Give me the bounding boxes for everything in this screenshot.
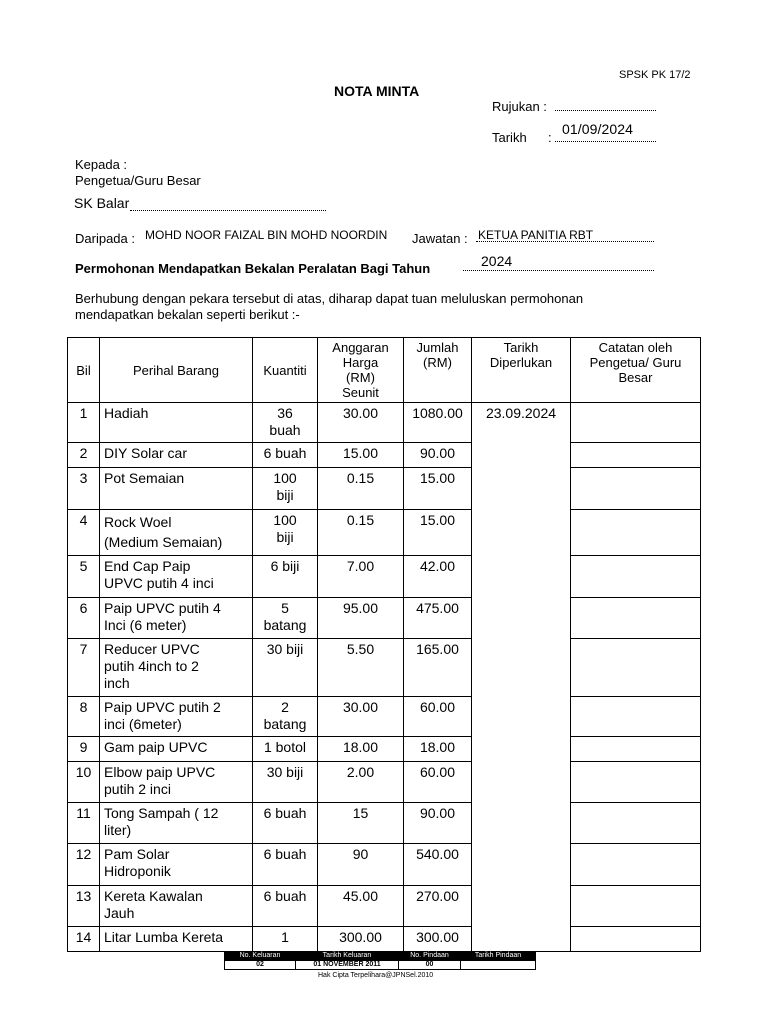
row-bil: 9 [68, 737, 100, 762]
rujukan-label: Rujukan : [492, 99, 547, 114]
recipient-role: Pengetua/Guru Besar [75, 173, 201, 188]
row-item: Paip UPVC putih 2 inci (6meter) [100, 697, 253, 737]
row-unit-price: 2.00 [318, 762, 404, 803]
row-total: 475.00 [404, 598, 472, 639]
row-bil: 14 [68, 927, 100, 952]
row-item: DIY Solar car [100, 443, 253, 468]
row-item: Rock Woel (Medium Semaian) [100, 510, 253, 556]
jawatan-label: Jawatan : [412, 231, 468, 246]
row-total: 15.00 [404, 468, 472, 510]
row-unit-price: 45.00 [318, 886, 404, 927]
row-unit-price: 0.15 [318, 510, 404, 556]
copyright-notice: Hak Cipta Terpelihara@JPNSel.2010 [318, 972, 434, 979]
row-unit-price: 30.00 [318, 697, 404, 737]
header-tarikh: Tarikh Diperlukan [472, 338, 571, 403]
table-row [68, 844, 701, 886]
table-row [68, 697, 701, 737]
daripada-label: Daripada : [75, 231, 135, 246]
row-qty: 100 biji [253, 468, 318, 510]
table-row [68, 737, 701, 762]
row-unit-price: 30.00 [318, 403, 404, 443]
row-catatan[interactable] [571, 510, 701, 556]
row-item: Pam Solar Hidroponik [100, 844, 253, 886]
intro-line-2: mendapatkan bekalan seperti berikut :- [75, 307, 300, 322]
row-unit-price: 15 [318, 803, 404, 844]
row-bil: 5 [68, 556, 100, 598]
row-catatan[interactable] [571, 803, 701, 844]
row-catatan[interactable] [571, 927, 701, 952]
row-unit-price: 15.00 [318, 443, 404, 468]
row-item: End Cap Paip UPVC putih 4 inci [100, 556, 253, 598]
row-bil: 13 [68, 886, 100, 927]
tarikh-diperlukan-cell[interactable]: 23.09.2024 [472, 403, 571, 952]
footer-no-pindaan: 00 [399, 961, 461, 970]
row-catatan[interactable] [571, 844, 701, 886]
school-name[interactable]: SK Balar [74, 195, 130, 211]
row-unit-price: 7.00 [318, 556, 404, 598]
row-catatan[interactable] [571, 403, 701, 443]
row-item: Tong Sampah ( 12 liter) [100, 803, 253, 844]
row-qty: 1 [253, 927, 318, 952]
jawatan-value[interactable]: KETUA PANITIA RBT [478, 228, 594, 242]
row-total: 1080.00 [404, 403, 472, 443]
header-anggaran: Anggaran Harga (RM) Seunit [318, 338, 404, 403]
row-item: Gam paip UPVC [100, 737, 253, 762]
tarikh-value[interactable]: 01/09/2024 [562, 121, 634, 137]
tarikh-field-line [555, 141, 656, 142]
row-qty: 36 buah [253, 403, 318, 443]
row-total: 90.00 [404, 443, 472, 468]
intro-line-1: Berhubung dengan pekara tersebut di atas, diharap dapat tuan meluluskan permohonan [75, 291, 584, 306]
table-header-row [68, 338, 701, 403]
row-qty: 6 biji [253, 556, 318, 598]
row-catatan[interactable] [571, 556, 701, 598]
row-catatan[interactable] [571, 468, 701, 510]
table-row [68, 468, 701, 510]
row-unit-price: 18.00 [318, 737, 404, 762]
footer-tarikh-keluaran: 01 NOVEMBER 2011 [296, 961, 399, 970]
row-qty: 30 biji [253, 639, 318, 697]
footer-no-keluaran: 02 [225, 961, 296, 970]
footer-header-tarikh-keluaran: Tarikh Keluaran [296, 952, 399, 961]
row-total: 165.00 [404, 639, 472, 697]
table-row [68, 556, 701, 598]
row-item: Litar Lumba Kereta [100, 927, 253, 952]
tarikh-label: Tarikh [492, 130, 527, 145]
row-total: 60.00 [404, 697, 472, 737]
footer-header-no-pindaan: No. Pindaan [399, 952, 461, 961]
footer-header-no-keluaran: No. Keluaran [225, 952, 296, 961]
row-total: 42.00 [404, 556, 472, 598]
row-bil: 1 [68, 403, 100, 443]
row-bil: 10 [68, 762, 100, 803]
row-catatan[interactable] [571, 639, 701, 697]
form-code: SPSK PK 17/2 [619, 69, 691, 81]
row-item: Elbow paip UPVC putih 2 inci [100, 762, 253, 803]
row-bil: 6 [68, 598, 100, 639]
row-unit-price: 90 [318, 844, 404, 886]
row-catatan[interactable] [571, 762, 701, 803]
subject-year-line [463, 270, 654, 271]
row-bil: 4 [68, 510, 100, 556]
row-qty: 30 biji [253, 762, 318, 803]
row-total: 270.00 [404, 886, 472, 927]
footer-tarikh-pindaan [461, 961, 536, 970]
document-control-table [224, 951, 536, 970]
table-row [68, 639, 701, 697]
row-qty: 1 botol [253, 737, 318, 762]
row-bil: 3 [68, 468, 100, 510]
row-item: Paip UPVC putih 4 Inci (6 meter) [100, 598, 253, 639]
row-catatan[interactable] [571, 443, 701, 468]
jawatan-field-line [476, 241, 654, 242]
row-bil: 2 [68, 443, 100, 468]
row-total: 90.00 [404, 803, 472, 844]
row-qty: 2 batang [253, 697, 318, 737]
row-item: Kereta Kawalan Jauh [100, 886, 253, 927]
row-total: 540.00 [404, 844, 472, 886]
subject-label: Permohonan Mendapatkan Bekalan Peralatan Bagi Tahun [75, 261, 431, 276]
requisition-table [67, 337, 701, 952]
header-perihal: Perihal Barang [100, 338, 253, 403]
header-bil: Bil [68, 338, 100, 403]
row-unit-price: 0.15 [318, 468, 404, 510]
table-row [68, 403, 701, 443]
table-row [68, 443, 701, 468]
header-kuantiti: Kuantiti [253, 338, 318, 403]
row-bil: 7 [68, 639, 100, 697]
row-item: Pot Semaian [100, 468, 253, 510]
row-catatan[interactable] [571, 737, 701, 762]
table-row [68, 927, 701, 952]
row-total: 15.00 [404, 510, 472, 556]
subject-year[interactable]: 2024 [481, 253, 513, 269]
page-title: NOTA MINTA [334, 83, 420, 99]
table-row [68, 762, 701, 803]
row-bil: 8 [68, 697, 100, 737]
row-bil: 12 [68, 844, 100, 886]
row-qty: 6 buah [253, 886, 318, 927]
row-total: 18.00 [404, 737, 472, 762]
row-catatan[interactable] [571, 886, 701, 927]
table-row [68, 510, 701, 556]
row-unit-price: 5.50 [318, 639, 404, 697]
header-catatan: Catatan oleh Pengetua/ Guru Besar [571, 338, 701, 403]
row-total: 60.00 [404, 762, 472, 803]
row-qty: 6 buah [253, 443, 318, 468]
row-unit-price: 95.00 [318, 598, 404, 639]
row-qty: 5 batang [253, 598, 318, 639]
row-catatan[interactable] [571, 598, 701, 639]
row-item: Reducer UPVC putih 4inch to 2 inch [100, 639, 253, 697]
header-jumlah: Jumlah (RM) [404, 338, 472, 403]
table-row [68, 803, 701, 844]
school-field-line [130, 210, 326, 211]
row-total: 300.00 [404, 927, 472, 952]
table-row [68, 886, 701, 927]
row-qty: 6 buah [253, 844, 318, 886]
row-qty: 6 buah [253, 803, 318, 844]
sender-name[interactable]: MOHD NOOR FAIZAL BIN MOHD NOORDIN [145, 228, 388, 242]
rujukan-field[interactable] [555, 110, 656, 111]
tarikh-colon: : [548, 130, 552, 145]
kepada-label: Kepada : [75, 157, 128, 172]
row-catatan[interactable] [571, 697, 701, 737]
row-unit-price: 300.00 [318, 927, 404, 952]
footer-header-tarikh-pindaan: Tarikh Pindaan [461, 952, 536, 961]
row-qty: 100 biji [253, 510, 318, 556]
table-row [68, 598, 701, 639]
row-item: Hadiah [100, 403, 253, 443]
row-bil: 11 [68, 803, 100, 844]
